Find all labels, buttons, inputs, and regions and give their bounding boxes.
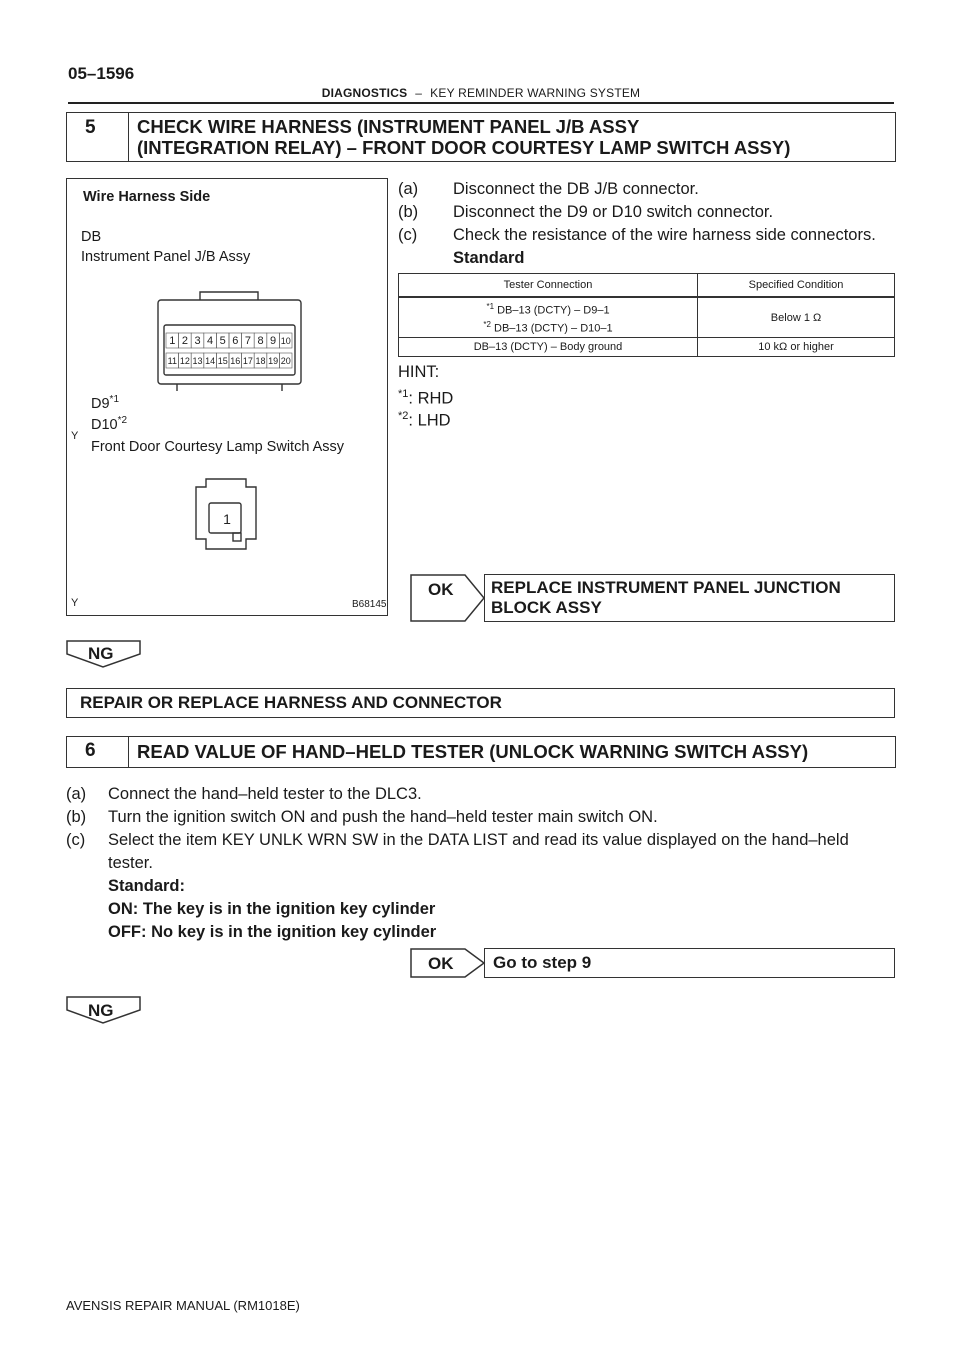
db-pin-number: 10 xyxy=(280,336,291,346)
db-pin-number: 8 xyxy=(257,335,264,347)
db-pin-number: 19 xyxy=(268,356,279,366)
db-pin-number: 17 xyxy=(242,356,253,366)
db-pin-number: 4 xyxy=(207,335,214,347)
db-pin-number: 20 xyxy=(280,356,291,366)
step6-c-text-line2: tester. xyxy=(108,854,153,872)
db-pin-number: 2 xyxy=(181,335,188,347)
table-cell-condition: Below 1 Ω xyxy=(698,297,895,338)
db-pin-number: 3 xyxy=(194,335,201,347)
step-6-ng-tag: NG xyxy=(88,1001,114,1020)
db-pin-number: 6 xyxy=(232,335,239,347)
db-pin-number: 13 xyxy=(192,356,203,366)
standard-label: Standard xyxy=(453,249,525,267)
db-pin-number: 14 xyxy=(205,356,216,366)
step6-on-condition: ON: The key is in the ignition key cylinder xyxy=(108,900,436,918)
step-5-ok-line1: REPLACE INSTRUMENT PANEL JUNCTION xyxy=(491,578,841,597)
step6-off-condition: OFF: No key is in the ignition key cylinder xyxy=(108,923,437,941)
hint-rhd: $^{*1}$: RHD xyxy=(398,388,454,408)
db-pin-number: 16 xyxy=(230,356,241,366)
switch-connector-name: Front Door Courtesy Lamp Switch Assy xyxy=(91,439,345,455)
step-5-heading xyxy=(66,112,896,162)
step-5-number: 5 xyxy=(67,113,129,161)
page-number: 05–1596 xyxy=(68,64,135,83)
step-6-ok-result: Go to step 9 xyxy=(484,948,895,978)
db-pin-number: 5 xyxy=(219,335,226,347)
d10-label: D10$^{*2}$ xyxy=(91,415,128,433)
step6-c-label: (c) xyxy=(66,831,86,849)
step6-c-text-line1: Select the item KEY UNLK WRN SW in the DATA LIST and read its value displayed on the hand–held xyxy=(108,831,849,849)
figure-id: B68145 xyxy=(352,599,387,610)
instruction-a-label: (a) xyxy=(398,180,419,198)
step6-b-text: Turn the ignition switch ON and push the hand–held tester main switch ON. xyxy=(108,808,658,826)
step6-a-text: Connect the hand–held tester to the DLC3. xyxy=(108,785,422,803)
table-cell-connection: $^{*1}$ DB–13 (DCTY) – D9–1 $^{*2}$ DB–13 (DCTY) – D10–1 xyxy=(399,297,698,338)
table-header-connection: Tester Connection xyxy=(399,274,698,298)
step-5-ok-line2: BLOCK ASSY xyxy=(491,598,602,617)
step-5-title-line2: (INTEGRATION RELAY) – FRONT DOOR COURTESY LAMP SWITCH ASSY) xyxy=(137,137,791,158)
db-pin-number: 1 xyxy=(169,335,176,347)
step6-b-label: (b) xyxy=(66,808,87,826)
diagram-heading: Wire Harness Side xyxy=(83,189,211,205)
mark-y-upper: Y xyxy=(71,430,79,442)
step-5-ok-tag: OK xyxy=(428,580,454,599)
d9-label: D9$^{*1}$ xyxy=(91,394,119,412)
step-5-title-line1: CHECK WIRE HARNESS (INSTRUMENT PANEL J/B ASSY xyxy=(137,116,640,137)
connector-diagram xyxy=(66,178,388,616)
db-pin-number: 15 xyxy=(217,356,228,366)
step-6-heading xyxy=(66,736,896,768)
hint-lhd: $^{*2}$: LHD xyxy=(398,410,451,430)
instruction-c-label: (c) xyxy=(398,226,418,244)
instruction-c-text: Check the resistance of the wire harness side connectors. xyxy=(453,226,876,244)
table-cell-condition: 10 kΩ or higher xyxy=(698,338,895,357)
switch-pin-label: 1 xyxy=(223,511,231,527)
resistance-spec-table xyxy=(398,273,895,357)
instruction-b-text: Disconnect the D9 or D10 switch connector. xyxy=(453,203,774,221)
db-pin-number: 7 xyxy=(244,335,251,347)
table-row xyxy=(399,338,895,357)
instruction-b-label: (b) xyxy=(398,203,419,221)
step-5-ng-tag: NG xyxy=(88,644,114,663)
table-cell-connection: DB–13 (DCTY) – Body ground xyxy=(399,338,698,357)
hint-title: HINT: xyxy=(398,363,440,381)
step-6-number: 6 xyxy=(67,737,129,767)
step-6-ok-tag: OK xyxy=(428,954,454,973)
db-connector-label: DB xyxy=(81,229,102,245)
step-6-title: READ VALUE OF HAND–HELD TESTER (UNLOCK WARNING SWITCH ASSY) xyxy=(137,741,809,762)
step-5-ng-result: REPAIR OR REPLACE HARNESS AND CONNECTOR xyxy=(66,688,895,718)
step-5-title xyxy=(129,113,895,161)
step6-standard: Standard: xyxy=(108,877,186,895)
running-header xyxy=(68,86,894,104)
section-name: DIAGNOSTICS xyxy=(321,86,408,100)
step-5-ok-result xyxy=(484,574,895,622)
table-header-condition: Specified Condition xyxy=(698,274,895,298)
instruction-a-text: Disconnect the DB J/B connector. xyxy=(453,180,699,198)
header-separator: – xyxy=(415,86,423,100)
db-pin-number: 12 xyxy=(179,356,190,366)
table-row xyxy=(399,297,895,338)
mark-y-lower: Y xyxy=(71,597,79,609)
db-pin-number: 18 xyxy=(255,356,266,366)
db-pin-number: 11 xyxy=(167,356,177,366)
db-pin-number: 9 xyxy=(270,335,277,347)
step6-a-label: (a) xyxy=(66,785,87,803)
db-connector-name: Instrument Panel J/B Assy xyxy=(81,249,251,265)
manual-footer: AVENSIS REPAIR MANUAL (RM1018E) xyxy=(66,1298,300,1313)
subsection-name: KEY REMINDER WARNING SYSTEM xyxy=(430,86,641,100)
